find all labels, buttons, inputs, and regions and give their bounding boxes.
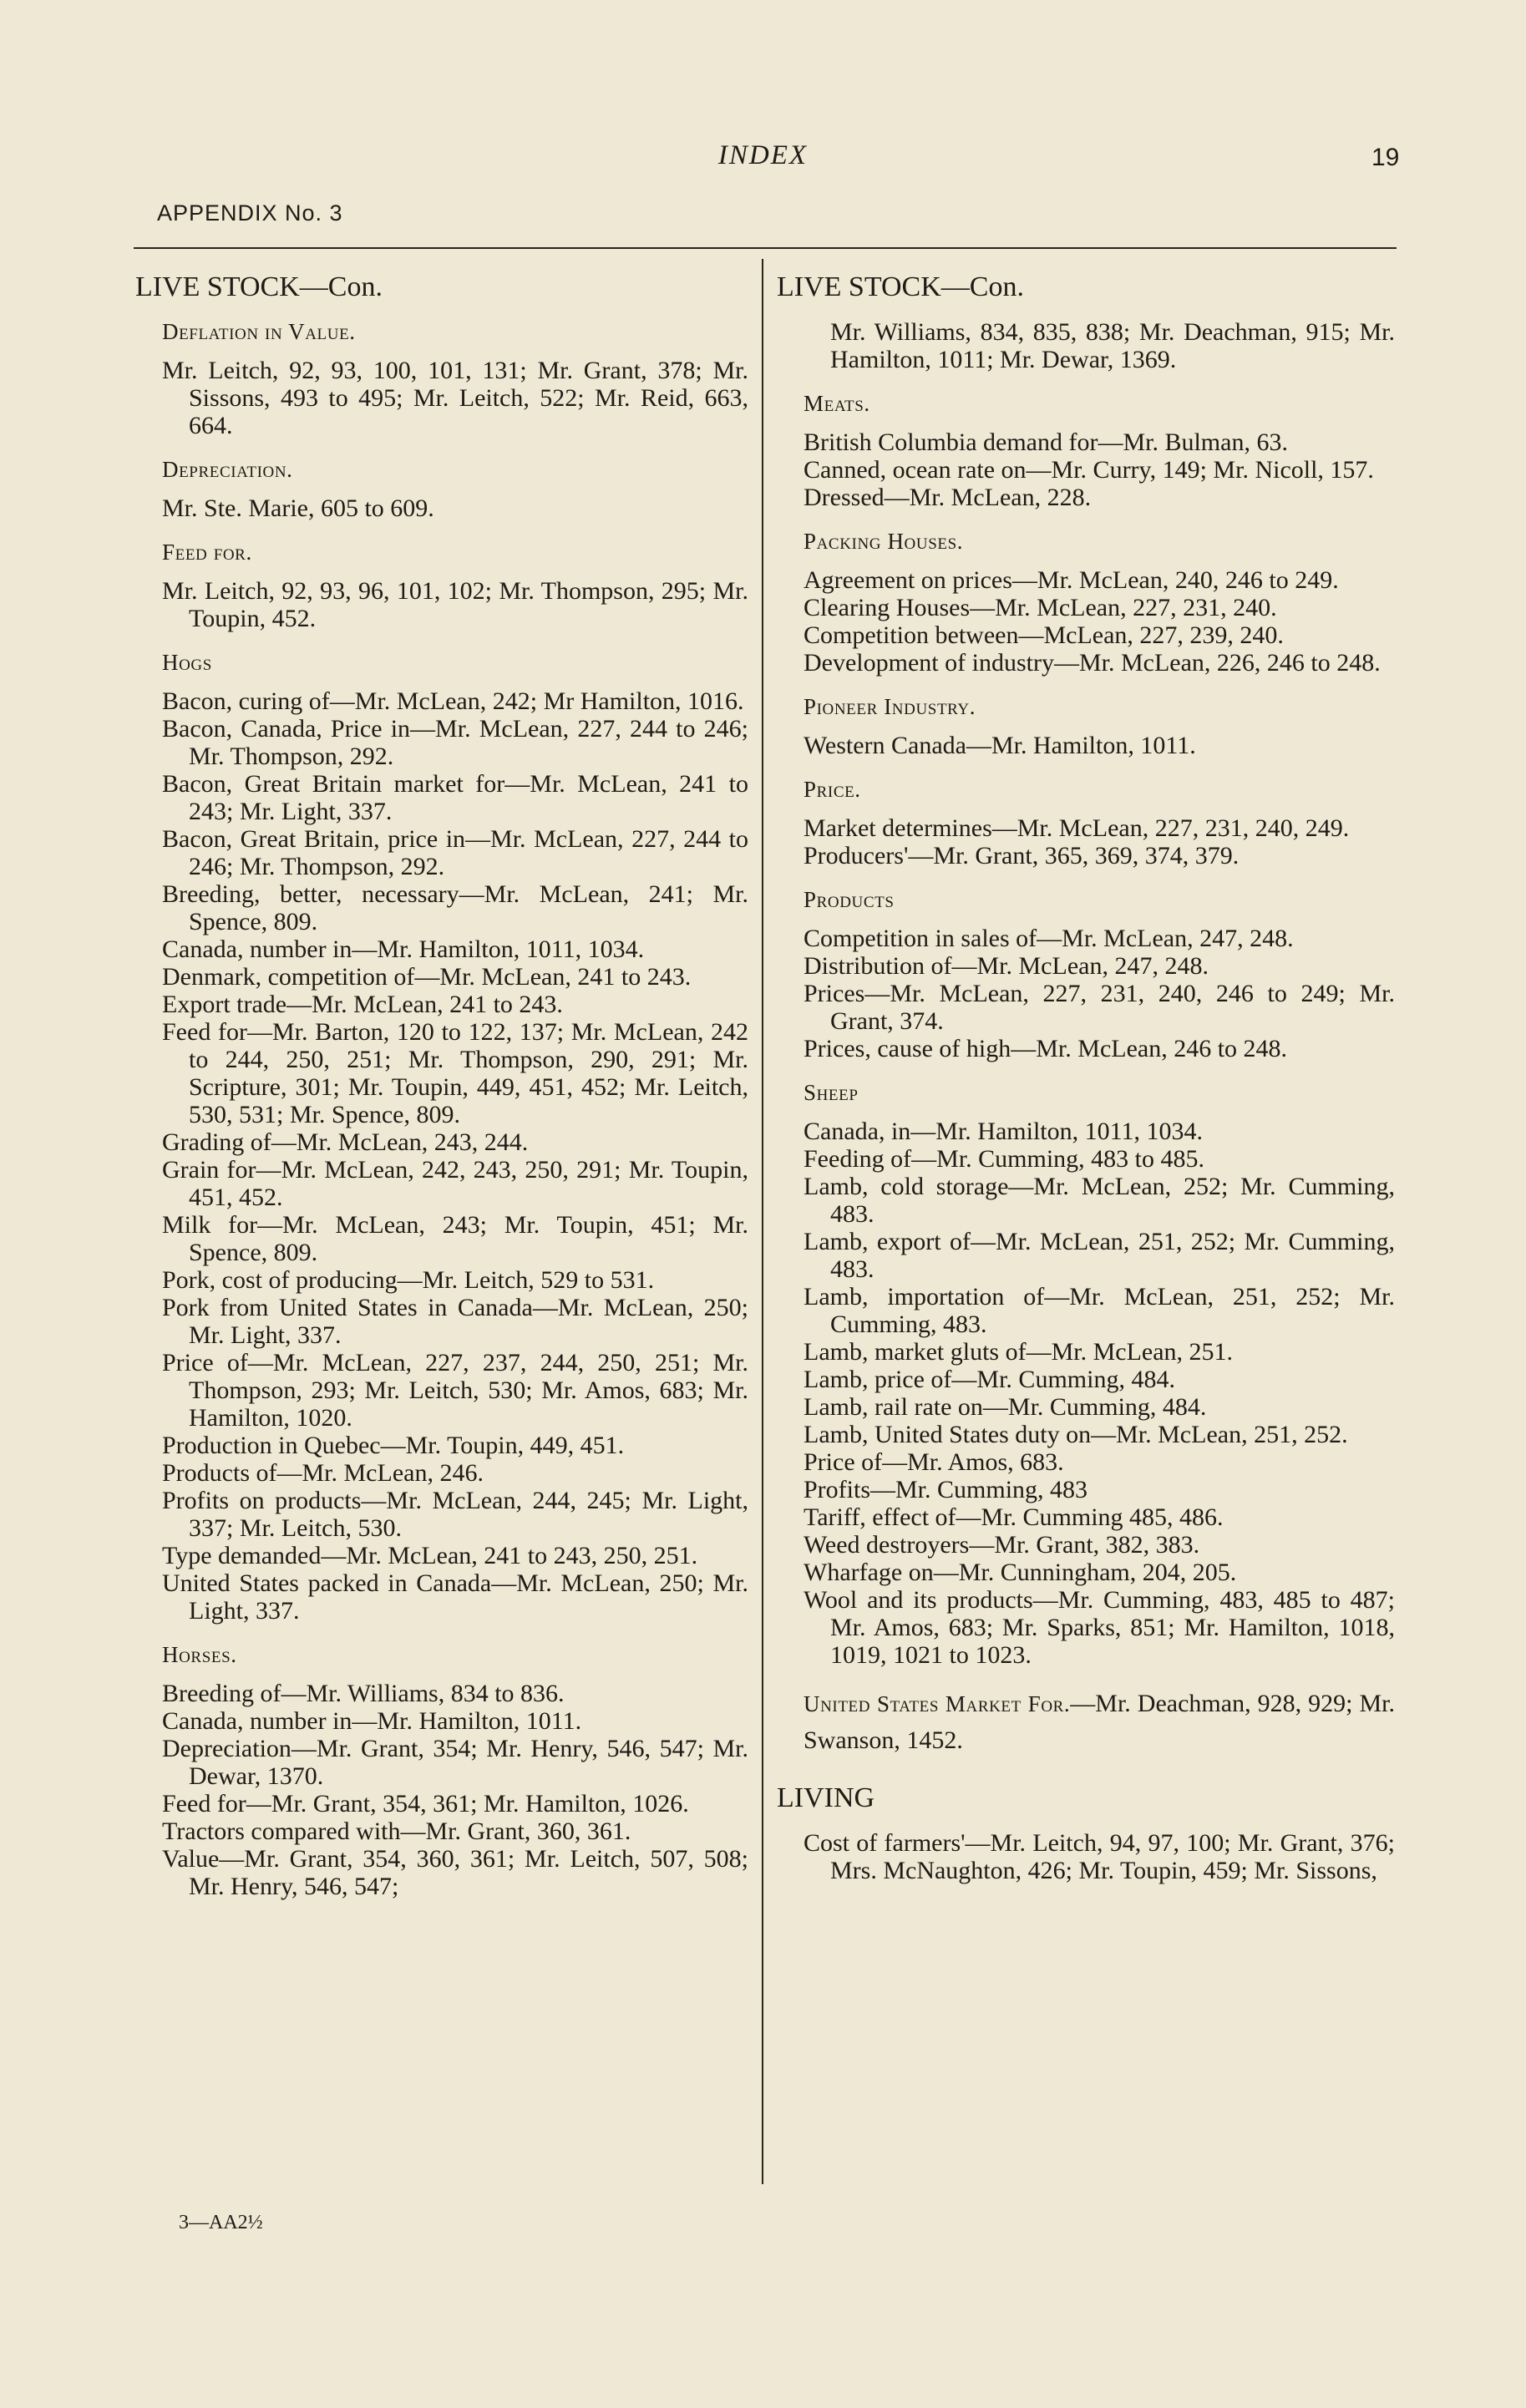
left-sections [135, 318, 748, 1900]
index-entry: Mr. Ste. Marie, 605 to 609. [162, 494, 434, 522]
index-entry: Tariff, effect of—Mr. Cumming 485, 486. [804, 1503, 1224, 1531]
index-entry: Products of—Mr. McLean, 246. [162, 1459, 484, 1487]
index-entry: Grain for—Mr. McLean, 242, 243, 250, 291; Mr. Toupin, 451, 452. [162, 1156, 748, 1211]
index-entry: Feed for—Mr. Grant, 354, 361; Mr. Hamilton, 1026. [162, 1790, 689, 1817]
living-heading: LIVING [777, 1782, 875, 1813]
index-entry: Development of industry—Mr. McLean, 226, 246 to 248. [804, 649, 1381, 677]
index-entry: Western Canada—Mr. Hamilton, 1011. [804, 732, 1196, 759]
index-entry: Breeding, better, necessary—Mr. McLean, 241; Mr. Spence, 809. [162, 880, 748, 935]
index-entry: Clearing Houses—Mr. McLean, 227, 231, 240. [804, 594, 1277, 621]
united-states-market-title: United States Market For. [804, 1691, 1071, 1716]
index-entry: Mr. Leitch, 92, 93, 100, 101, 131; Mr. Grant, 378; Mr. Sissons, 493 to 495; Mr. Leitch, 522; Mr. Reid, 663, 664. [162, 357, 748, 439]
section-title: Pioneer Industry. [804, 694, 976, 719]
index-entry: Prices—Mr. McLean, 227, 231, 240, 246 to 249; Mr. Grant, 374. [804, 980, 1395, 1035]
index-entry: Depreciation—Mr. Grant, 354; Mr. Henry, 546, 547; Mr. Dewar, 1370. [162, 1735, 748, 1790]
index-entry: Bacon, Great Britain, price in—Mr. McLean, 227, 244 to 246; Mr. Thompson, 292. [162, 825, 748, 880]
index-entry: Breeding of—Mr. Williams, 834 to 836. [162, 1680, 565, 1707]
header-rule [134, 247, 1397, 249]
appendix-label: APPENDIX No. 3 [157, 200, 343, 226]
index-entry: Feed for—Mr. Barton, 120 to 122, 137; Mr. McLean, 242 to 244, 250, 251; Mr. Thompson, 290, 291; Mr. Scripture, 301; Mr. Toupin, 449, 451, 452; Mr. Leitch, 530, 531; Mr. Spence, 809. [162, 1018, 748, 1128]
index-entry: Agreement on prices—Mr. McLean, 240, 246 to 249. [804, 566, 1339, 594]
index-entry: Lamb, rail rate on—Mr. Cumming, 484. [804, 1393, 1207, 1421]
index-entry: Lamb, United States duty on—Mr. McLean, 251, 252. [804, 1421, 1348, 1448]
column-divider [762, 259, 763, 2184]
united-states-market-text: —Mr. Deachman, 928, 929; Mr. Swanson, 1452. [804, 1690, 1395, 1754]
index-entry: Type demanded—Mr. McLean, 241 to 243, 250, 251. [162, 1542, 698, 1569]
index-entry: Lamb, market gluts of—Mr. McLean, 251. [804, 1338, 1234, 1366]
index-entry: Wharfage on—Mr. Cunningham, 204, 205. [804, 1559, 1237, 1586]
index-entry: Grading of—Mr. McLean, 243, 244. [162, 1128, 529, 1156]
index-entry: Bacon, Great Britain market for—Mr. McLean, 241 to 243; Mr. Light, 337. [162, 770, 748, 825]
index-entry: Canada, number in—Mr. Hamilton, 1011. [162, 1707, 582, 1735]
index-entry: Canada, in—Mr. Hamilton, 1011, 1034. [804, 1118, 1204, 1145]
index-entry: Weed destroyers—Mr. Grant, 382, 383. [804, 1531, 1200, 1559]
section-title: Depreciation. [162, 457, 293, 482]
index-entry: Mr. Leitch, 92, 93, 96, 101, 102; Mr. Thompson, 295; Mr. Toupin, 452. [162, 577, 748, 632]
index-entry: Lamb, cold storage—Mr. McLean, 252; Mr. Cumming, 483. [804, 1173, 1395, 1228]
index-entry: Production in Quebec—Mr. Toupin, 449, 451. [162, 1432, 625, 1459]
index-entry: Milk for—Mr. McLean, 243; Mr. Toupin, 451; Mr. Spence, 809. [162, 1211, 748, 1266]
index-entry: Canada, number in—Mr. Hamilton, 1011, 1034. [162, 935, 645, 963]
index-entry: Prices, cause of high—Mr. McLean, 246 to 248. [804, 1035, 1288, 1062]
united-states-market-entry [804, 1686, 1395, 1759]
living-entries [777, 1829, 1395, 1884]
index-entry: Cost of farmers'—Mr. Leitch, 94, 97, 100; Mr. Grant, 376; Mrs. McNaughton, 426; Mr. Toupin, 459; Mr. Sissons, [804, 1829, 1395, 1884]
index-entry: Distribution of—Mr. McLean, 247, 248. [804, 952, 1209, 980]
index-entry: Competition between—McLean, 227, 239, 240. [804, 621, 1284, 649]
index-entry: Value—Mr. Grant, 354, 360, 361; Mr. Leitch, 507, 508; Mr. Henry, 546, 547; [162, 1845, 748, 1900]
index-entry: Bacon, curing of—Mr. McLean, 242; Mr Hamilton, 1016. [162, 687, 744, 715]
section-title: Sheep [804, 1080, 859, 1105]
index-entry: Pork, cost of producing—Mr. Leitch, 529 to 531. [162, 1266, 655, 1294]
index-entry: Price of—Mr. McLean, 227, 237, 244, 250, 251; Mr. Thompson, 293; Mr. Leitch, 530; Mr. Amos, 683; Mr. Hamilton, 1020. [162, 1349, 748, 1432]
index-entry: Market determines—Mr. McLean, 227, 231, 240, 249. [804, 814, 1350, 842]
section-title: Horses. [162, 1642, 237, 1667]
right-heading: LIVE STOCK—Con. [777, 271, 1024, 302]
index-entry: Competition in sales of—Mr. McLean, 247, 248. [804, 925, 1294, 952]
index-entry: Price of—Mr. Amos, 683. [804, 1448, 1064, 1476]
index-entry: Dressed—Mr. McLean, 228. [804, 484, 1092, 511]
index-entry: Lamb, importation of—Mr. McLean, 251, 252; Mr. Cumming, 483. [804, 1283, 1395, 1338]
index-entry: Feeding of—Mr. Cumming, 483 to 485. [804, 1145, 1204, 1173]
section-title: Hogs [162, 650, 212, 675]
index-entry: Bacon, Canada, Price in—Mr. McLean, 227, 244 to 246; Mr. Thompson, 292. [162, 715, 748, 770]
section-title: Deflation in Value. [162, 319, 356, 344]
signature-mark: 3—AA2½ [179, 2212, 263, 2233]
continued-entry: Mr. Williams, 834, 835, 838; Mr. Deachman, 915; Mr. Hamilton, 1011; Mr. Dewar, 1369. [830, 318, 1395, 373]
right-column [777, 271, 1395, 1884]
index-entry: Export trade—Mr. McLean, 241 to 243. [162, 991, 563, 1018]
index-entry: Producers'—Mr. Grant, 365, 369, 374, 379. [804, 842, 1240, 869]
index-entry: Profits on products—Mr. McLean, 244, 245; Mr. Light, 337; Mr. Leitch, 530. [162, 1487, 748, 1542]
index-entry: Profits—Mr. Cumming, 483 [804, 1476, 1088, 1503]
page-number: 19 [1371, 144, 1400, 171]
index-entry: Tractors compared with—Mr. Grant, 360, 361. [162, 1817, 631, 1845]
index-entry: Lamb, price of—Mr. Cumming, 484. [804, 1366, 1175, 1393]
section-title: Price. [804, 777, 861, 802]
page-title: INDEX [717, 140, 809, 170]
index-entry: Lamb, export of—Mr. McLean, 251, 252; Mr. Cumming, 483. [804, 1228, 1395, 1283]
index-entry: Wool and its products—Mr. Cumming, 483, 485 to 487; Mr. Amos, 683; Mr. Sparks, 851; Mr. Hamilton, 1018, 1019, 1021 to 1023. [804, 1586, 1395, 1669]
section-title: Products [804, 887, 895, 912]
left-column [135, 271, 748, 1900]
index-entry: Denmark, competition of—Mr. McLean, 241 to 243. [162, 963, 692, 991]
index-entry: Pork from United States in Canada—Mr. McLean, 250; Mr. Light, 337. [162, 1294, 748, 1349]
left-heading: LIVE STOCK—Con. [135, 271, 383, 302]
index-entry: Canned, ocean rate on—Mr. Curry, 149; Mr. Nicoll, 157. [804, 456, 1374, 484]
section-title: Feed for. [162, 540, 252, 565]
index-entry: United States packed in Canada—Mr. McLean, 250; Mr. Light, 337. [162, 1569, 748, 1625]
section-title: Meats. [804, 391, 870, 416]
section-title: Packing Houses. [804, 529, 964, 554]
right-sections [777, 390, 1395, 1669]
index-entry: British Columbia demand for—Mr. Bulman, 63. [804, 428, 1288, 456]
